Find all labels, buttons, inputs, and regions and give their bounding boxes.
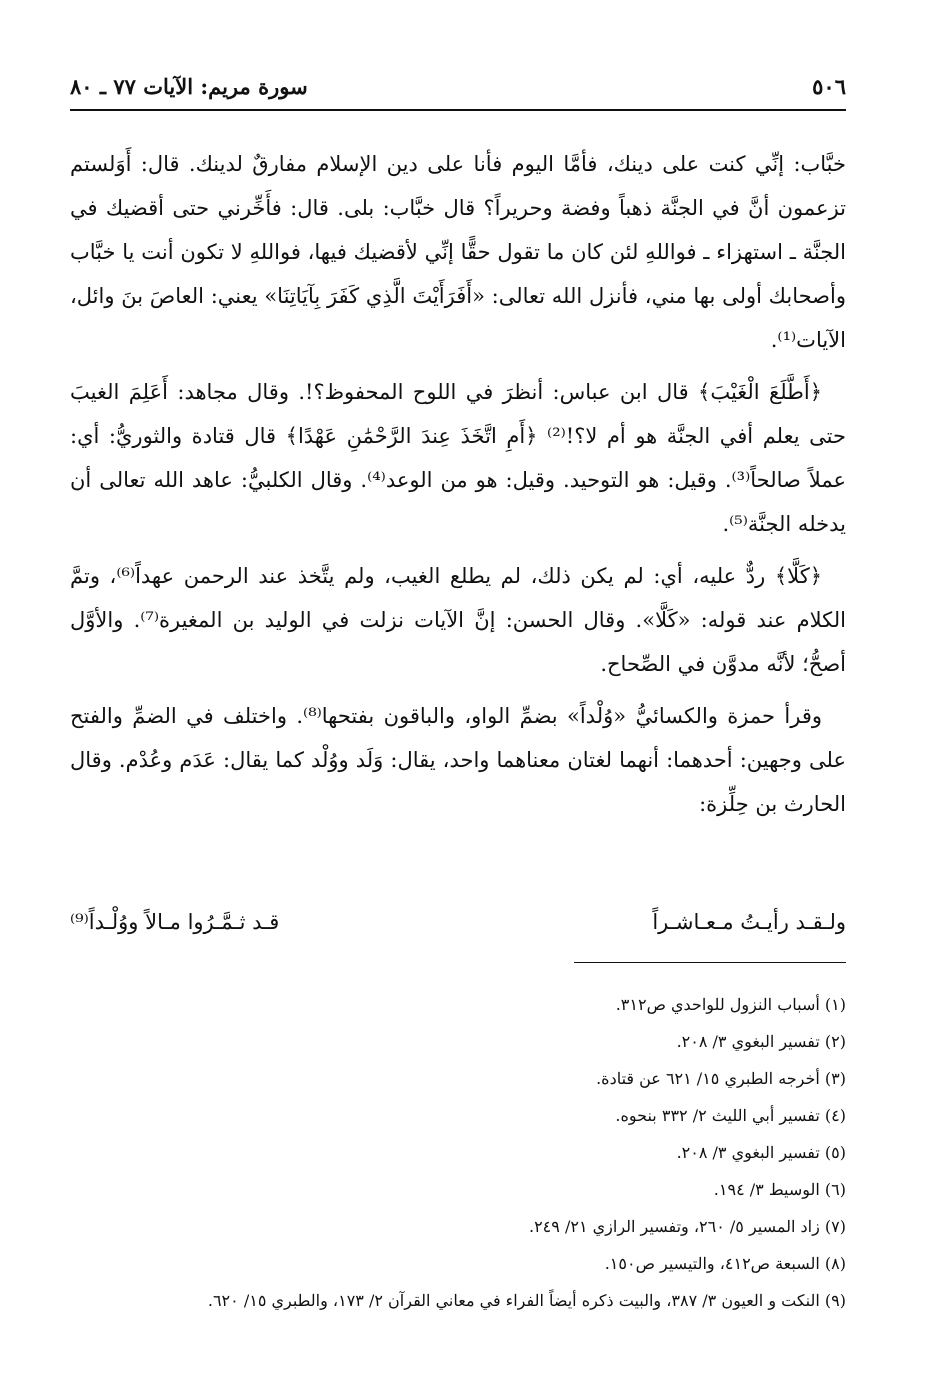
footnote: (٢) تفسير البغوي ٣/ ٢٠٨.: [676, 1032, 846, 1051]
verse-second-hemistich: قـد ثـمَّـرُوا مـالاً ووُلْـداً⁽⁹⁾: [70, 910, 280, 934]
footnote: (٧) زاد المسير ٥/ ٢٦٠، وتفسير الرازي ٢١/ ٢٤٩.: [528, 1217, 846, 1236]
footnote: (٩) النكت و العيون ٣/ ٣٨٧، والبيت ذكره أيضاً الفراء في معاني القرآن ٢/ ١٧٣، والطبري ١٥/ ٦٢٠.: [207, 1291, 846, 1310]
footnote: (٦) الوسيط ٣/ ١٩٤.: [713, 1180, 846, 1199]
paragraph: ﴿كَلَّا﴾ ردٌّ عليه، أي: لم يكن ذلك، لم يطلع الغيب، ولم يتَّخذ عند الرحمن عهداً⁽⁶⁾، وتمَّ الكلام عند قوله: «كَلَّا». وقال الحسن: إنَّ الآيات نزلت في الوليد بن المغيرة⁽⁷⁾. والأوَّل أصحُّ؛ لأنَّه مدوَّن في الصِّحاح.: [70, 564, 846, 676]
footnote: (٣) أخرجه الطبري ١٥/ ٦٢١ عن قتادة.: [596, 1069, 846, 1088]
paragraph: خبَّاب: إنِّي كنت على دينك، فأمَّا اليوم فأنا على دين الإسلام مفارقٌ لدينك. قال: أَوَلستم تزعمون أنَّ في الجنَّة ذهباً وفضة وحريراً؟ قال خبَّاب: بلى. قال: فأَخِّرني حتى أقضيك في الجنَّة ـ استهزاء ـ فواللهِ لئن كان ما تقول حقًّا إنِّي لأقضيك فيها، فواللهِ لا تكون أنت يا خبَّاب وأصحابك أولى بها مني، فأنزل الله تعالى: «أَفَرَأَيْتَ الَّذِي كَفَرَ بِآيَاتِنَا» يعني: العاصَ بنَ وائل، الآيات⁽¹⁾.: [70, 152, 846, 352]
running-title: سورة مريم: الآيات ٧٧ ـ ٨٠: [70, 73, 308, 99]
paragraph: وقرأ حمزة والكسائيُّ «وُلْداً» بضمِّ الواو، والباقون بفتحها⁽⁸⁾. واختلف في الضمِّ والفتح على وجهين: أحدهما: أنهما لغتان معناهما واحد، يقال: وَلَد ووُلْد كما يقال: عَدَم وعُدْم. وقال الحارث بن حِلِّزة:: [70, 704, 846, 816]
page-header: [70, 64, 846, 108]
footnote: (٨) السبعة ص٤١٢، والتيسير ص١٥٠.: [604, 1254, 846, 1273]
footnote: (٥) تفسير البغوي ٣/ ٢٠٨.: [676, 1143, 846, 1162]
footnote: (٤) تفسير أبي الليث ٢/ ٣٣٢ بنحوه.: [615, 1106, 846, 1125]
footnote: (١) أسباب النزول للواحدي ص٣١٢.: [615, 995, 846, 1014]
footnote-divider: [574, 962, 846, 963]
footnotes: [70, 990, 846, 1323]
paragraph: ﴿أَطَّلَعَ الْغَيْبَ﴾ قال ابن عباس: أنظرَ في اللوح المحفوظ؟!. وقال مجاهد: أَعَلِمَ الغيبَ حتى يعلم أفي الجنَّة هو أم لا؟!⁽²⁾ ﴿أَمِ اتَّخَذَ عِندَ الرَّحْمَٰنِ عَهْدًا﴾ قال قتادة والثوريُّ: أي: عملاً صالحاً⁽³⁾. وقيل: هو التوحيد. وقيل: هو من الوعد⁽⁴⁾. وقال الكلبيُّ: عاهد الله تعالى أن يدخله الجنَّة⁽⁵⁾.: [70, 380, 846, 536]
page-number: ٥٠٦: [812, 73, 846, 99]
poetry-verse: [70, 900, 846, 944]
verse-first-hemistich: ولـقـد رأيـتُ مـعـاشـراً: [652, 910, 846, 934]
main-text: [70, 142, 846, 834]
header-divider: [70, 109, 846, 111]
